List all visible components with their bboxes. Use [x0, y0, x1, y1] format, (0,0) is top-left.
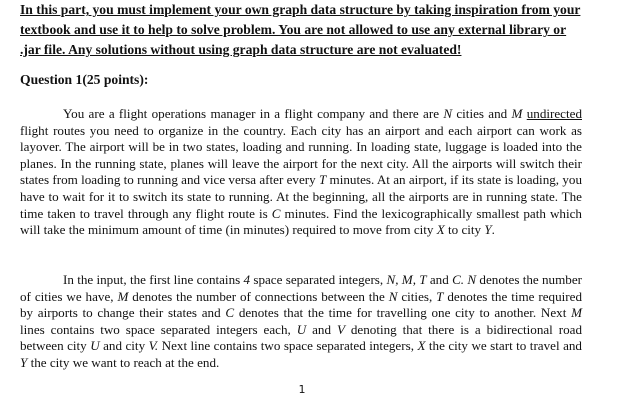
var-c: C [271, 205, 281, 221]
text-span: space separated integers, [250, 272, 387, 287]
text-span: denoting that there is a bidirectional road between city [20, 321, 583, 354]
text-span: denotes that the time for travelling one city to another. Next [234, 305, 572, 321]
text-span: cities and [452, 106, 512, 121]
text-span: You are a flight operations manager in a flight company and there are [63, 106, 444, 121]
text-span: flight routes you need to organize in the country. Each city has an airport and each airport can work as layover. The airport will be in two states, loading and running. In loading state, luggage is loaded into the planes. In the running state, planes will leave the airport for the next city. All the airports will switch their states from loading to running and vice versa after every [20, 122, 582, 188]
var-x: X [417, 338, 426, 354]
var-c: C. [452, 272, 465, 287]
text-span: Next line contains two space separated integers, [158, 338, 418, 354]
underlined-word: undirected [526, 106, 582, 121]
var-n: N [388, 288, 398, 304]
text-span: In the input, the first line contains [63, 272, 244, 287]
text-span: minutes. At an airport, if its state is loading, you have to wait for it to switch its state to running. At the beginning, all the airports are in running state. The time taken to travel through any flight route is [20, 172, 582, 221]
text-span: denotes the number of connections between the [128, 288, 389, 304]
var-m: M [511, 106, 523, 121]
text-span: . [491, 222, 495, 238]
notice-text: In this part, you must implement your own graph data structure by taking inspiration from your textbook and use it to help to solve problem. You are not allowed to use any external library or .jar file. Any solutions without using graph data structure are not evaluated! [20, 2, 581, 57]
text-span: the city we start to travel and [425, 338, 582, 354]
var-n: N [443, 106, 453, 121]
text-span: and [306, 321, 337, 337]
text-span: to city [444, 222, 485, 238]
var-y: Y [20, 354, 28, 370]
var-n: N, [386, 272, 399, 287]
var-y: Y [484, 222, 492, 238]
var-v: V [336, 321, 345, 337]
text-span: denotes the time required by airports to change their states and [20, 288, 582, 321]
text-span: and [426, 272, 453, 287]
var-m: M [117, 288, 129, 304]
var-four: 4 [243, 272, 251, 287]
var-c: C [225, 305, 235, 321]
var-m: M, [401, 272, 416, 287]
var-u: U [90, 338, 100, 354]
text-span: lines contains two space separated integers each, [20, 321, 297, 337]
question-title: Question 1(25 points): [20, 72, 149, 87]
var-t: T [318, 172, 327, 188]
var-n: N [467, 272, 477, 287]
var-v: V. [148, 338, 159, 354]
var-u: U [296, 321, 307, 337]
page-number: 1 [298, 383, 306, 396]
text-span: minutes. Find the lexicographically smallest path which will take the minimum amount of time (in minutes) required to move from city [20, 205, 582, 238]
var-m: M [571, 305, 582, 321]
var-t: T [419, 272, 427, 287]
problem-description-paragraph [20, 106, 582, 239]
text-span: and city [99, 338, 149, 354]
text-span: denotes the number of cities we have, [20, 272, 582, 304]
input-description-paragraph [20, 272, 582, 372]
text-span: the city we want to reach at the end. [27, 354, 220, 370]
var-x: X [436, 222, 445, 238]
var-t: T [436, 288, 444, 304]
text-span: cities, [397, 288, 437, 304]
